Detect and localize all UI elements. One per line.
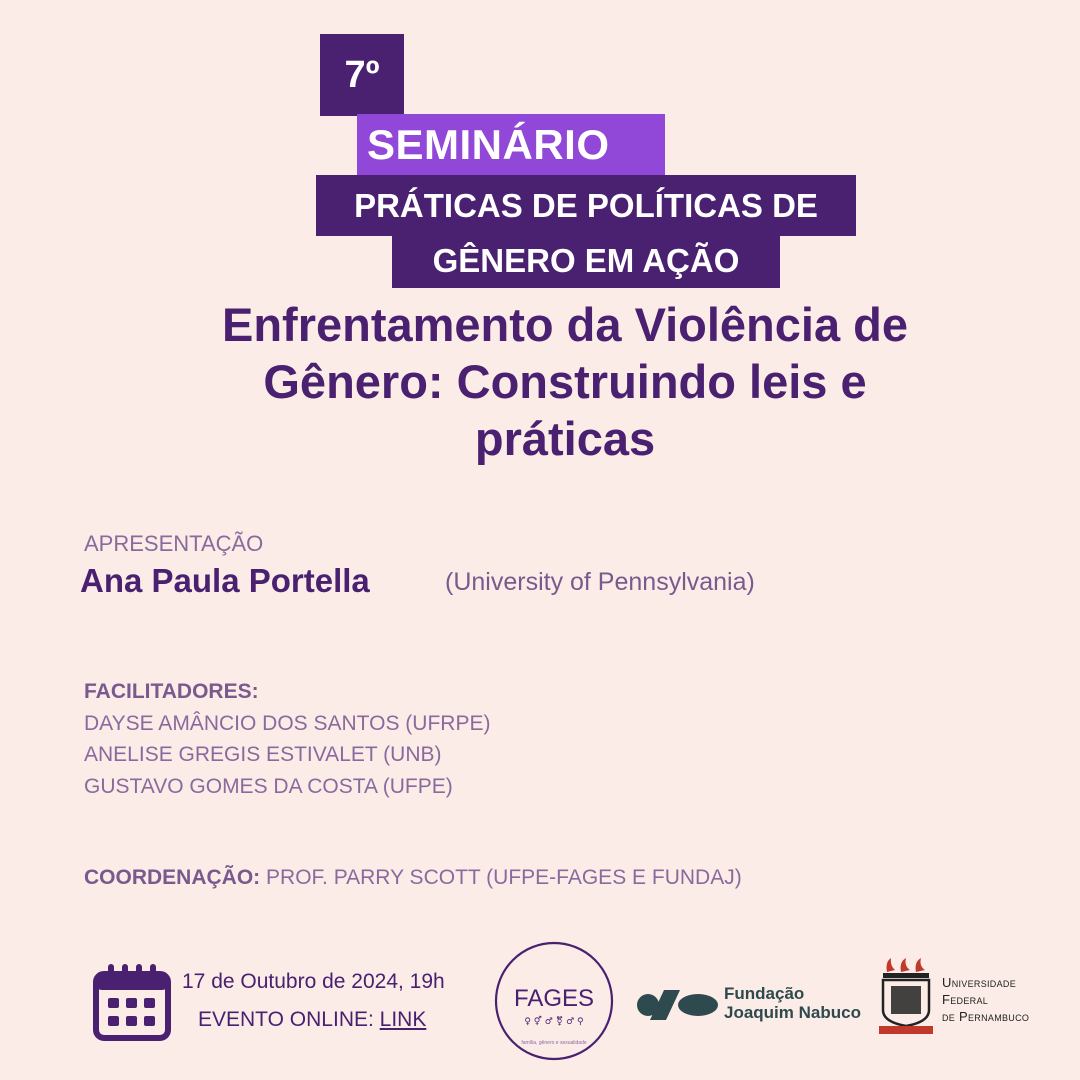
ordinal-text: 7º <box>344 53 380 96</box>
facilitators-title: FACILITADORES: <box>84 680 259 703</box>
event-title-line2: Gênero: Construindo leis e <box>263 355 867 408</box>
fundaj-logo-text <box>724 984 861 1022</box>
presenter-affiliation: (University of Pennsylvania) <box>445 568 755 596</box>
seminar-text: SEMINÁRIO <box>367 121 610 168</box>
event-title-line1: Enfrentamento da Violência de <box>221 298 909 351</box>
fages-symbols-icon: ♀ ⚥ ♂ ⚧ ♂ ⚲ <box>524 1017 584 1027</box>
facilitator-item: ANELISE GREGIS ESTIVALET (UNB) <box>84 743 442 766</box>
series-title-line2-text: GÊNERO EM AÇÃO <box>432 242 740 279</box>
ufpe-line1: Universidade <box>942 975 1017 990</box>
event-online-line <box>198 1008 426 1032</box>
fundaj-line2: Joaquim Nabuco <box>724 1003 861 1022</box>
fundaj-logo-mark <box>636 982 726 1028</box>
ufpe-line2: Federal <box>942 992 989 1007</box>
event-date: 17 de Outubro de 2024, 19h <box>182 970 445 993</box>
fundaj-line1: Fundação <box>724 984 805 1003</box>
coordination-value: PROF. PARRY SCOTT (UFPE-FAGES E FUNDAJ) <box>266 866 742 889</box>
ufpe-logo-text <box>942 974 1029 1025</box>
facilitators-section <box>84 676 490 802</box>
ufpe-crest-icon <box>877 956 935 1036</box>
coordination-label: COORDENAÇÃO: <box>84 866 261 889</box>
series-title-line1-text: PRÁTICAS DE POLÍTICAS DE <box>354 186 818 224</box>
presenter-name: Ana Paula Portella <box>80 562 370 599</box>
event-link[interactable]: LINK <box>379 1008 427 1031</box>
ordinal-badge <box>320 34 404 116</box>
seminar-badge <box>357 114 665 176</box>
facilitator-item: DAYSE AMÂNCIO DOS SANTOS (UFRPE) <box>84 711 491 735</box>
fages-tagline: família, gênero e sexualidade <box>521 1040 587 1046</box>
facilitator-item: GUSTAVO GOMES DA COSTA (UFPE) <box>84 774 453 798</box>
event-online-label: EVENTO ONLINE: <box>198 1008 374 1031</box>
ufpe-line3: de Pernambuco <box>942 1009 1030 1024</box>
presentation-label: APRESENTAÇÃO <box>84 531 264 556</box>
coordination-line <box>84 866 742 890</box>
fages-logo-text: FAGES <box>513 985 595 1012</box>
series-title-line1 <box>316 175 856 236</box>
calendar-icon <box>92 962 172 1042</box>
event-title-line3: práticas <box>474 412 656 465</box>
series-title-line2 <box>392 234 780 288</box>
fages-logo <box>493 940 615 1062</box>
event-title <box>120 296 1010 467</box>
